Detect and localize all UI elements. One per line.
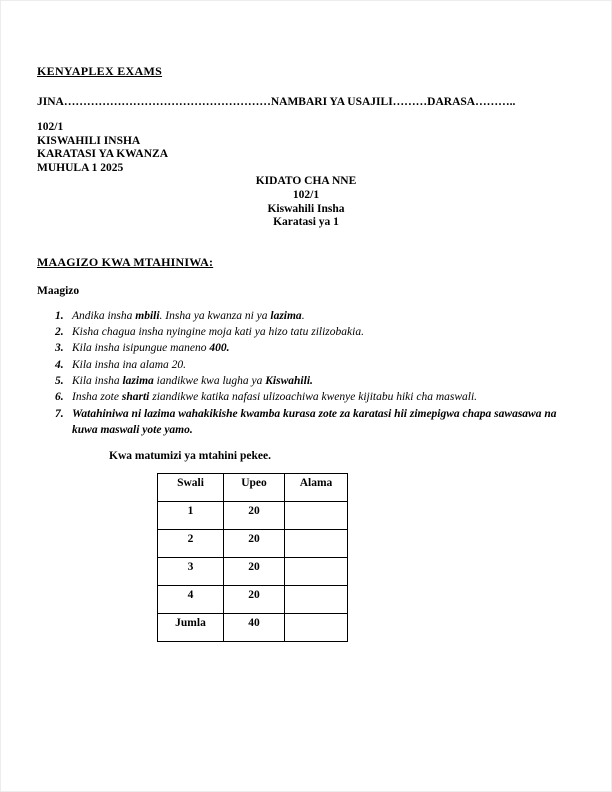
- subject-name: KISWAHILI INSHA: [37, 134, 141, 147]
- exam-board-title: KENYAPLEX EXAMS: [37, 64, 163, 78]
- instructions-heading: MAAGIZO KWA MTAHINIWA:: [37, 254, 214, 269]
- marks-table-row: [158, 530, 348, 558]
- marks-table-row: [158, 502, 348, 530]
- examiner-use-note: Kwa matumizi ya mtahini pekee.: [109, 450, 271, 463]
- marks-table-cell: 2: [158, 530, 224, 558]
- marks-table-row: [158, 586, 348, 614]
- instruction-item: [55, 406, 560, 439]
- instructions-sublabel: Maagizo: [37, 284, 80, 297]
- marks-table-cell: [285, 502, 348, 530]
- instruction-text: Kisha chagua insha nyingine moja kati ya hizo tatu zilizobakia.: [72, 326, 364, 339]
- marks-table-cell: [285, 614, 348, 642]
- marks-table-row: [158, 614, 348, 642]
- instruction-text: Insha zote sharti ziandikwe katika nafasi ulizoachiwa kwenye kijitabu hiki cha maswali.: [72, 391, 478, 404]
- instruction-item: [55, 324, 560, 340]
- marks-table-cell: 20: [224, 558, 285, 586]
- marks-table-cell: [285, 586, 348, 614]
- instruction-item: [55, 357, 560, 373]
- marks-table-cell: [285, 530, 348, 558]
- instruction-number: 3.: [55, 342, 64, 355]
- marks-table-cell: 1: [158, 502, 224, 530]
- paper-code: 102/1: [37, 121, 64, 133]
- candidate-name-line: JINA………………………………………………NAMBARI YA USAJILI………DARASA………..: [37, 96, 516, 108]
- marks-table-cell: [285, 558, 348, 586]
- marks-table-header-cell: Swali: [158, 474, 224, 502]
- instruction-number: 2.: [55, 326, 64, 339]
- instruction-number: 5.: [55, 374, 64, 387]
- instruction-item: [55, 340, 560, 356]
- instruction-text: Kila insha lazima iandikwe kwa lugha ya Kiswahili.: [72, 374, 313, 387]
- marks-table-header-row: [158, 474, 348, 502]
- marks-table-cell: 3: [158, 558, 224, 586]
- marks-table-header-cell: Upeo: [224, 474, 285, 502]
- instruction-number: 6.: [55, 391, 64, 404]
- instruction-number: 7.: [55, 407, 64, 420]
- marks-table-cell: 40: [224, 614, 285, 642]
- subject-centered: Kiswahili Insha: [267, 202, 345, 215]
- marks-table: [157, 473, 348, 642]
- instruction-text: Kila insha ina alama 20.: [72, 358, 187, 371]
- instructions-list: [37, 308, 560, 438]
- marks-table-row: [158, 558, 348, 586]
- paper-code-centered: 102/1: [292, 188, 320, 201]
- marks-table-cell: 4: [158, 586, 224, 614]
- paper-number-line: KARATASI YA KWANZA: [37, 148, 168, 161]
- instruction-number: 4.: [55, 358, 64, 371]
- marks-table-cell: 20: [224, 502, 285, 530]
- paper-identification-block: [37, 121, 575, 175]
- instruction-item: [55, 373, 560, 389]
- instruction-number: 1.: [55, 309, 64, 322]
- marks-table-header-cell: Alama: [285, 474, 348, 502]
- form-level-title: KIDATO CHA NNE: [255, 175, 357, 188]
- centered-title-block: [37, 175, 575, 229]
- instruction-text: Andika insha mbili. Insha ya kwanza ni ya lazima.: [72, 309, 305, 322]
- marks-table-cell: 20: [224, 530, 285, 558]
- instruction-text: Kila insha isipungue maneno 400.: [72, 342, 230, 355]
- instruction-item: [55, 389, 560, 405]
- instruction-item: [55, 308, 560, 324]
- marks-table-cell: Jumla: [158, 614, 224, 642]
- paper-one-centered: Karatasi ya 1: [273, 216, 339, 229]
- term-year-line: MUHULA 1 2025: [37, 161, 124, 174]
- marks-table-cell: 20: [224, 586, 285, 614]
- instruction-text: Watahiniwa ni lazima wahakikishe kwamba kurasa zote za karatasi hii zimepigwa chapa sawasawa na kuwa maswali yote yamo.: [72, 407, 557, 436]
